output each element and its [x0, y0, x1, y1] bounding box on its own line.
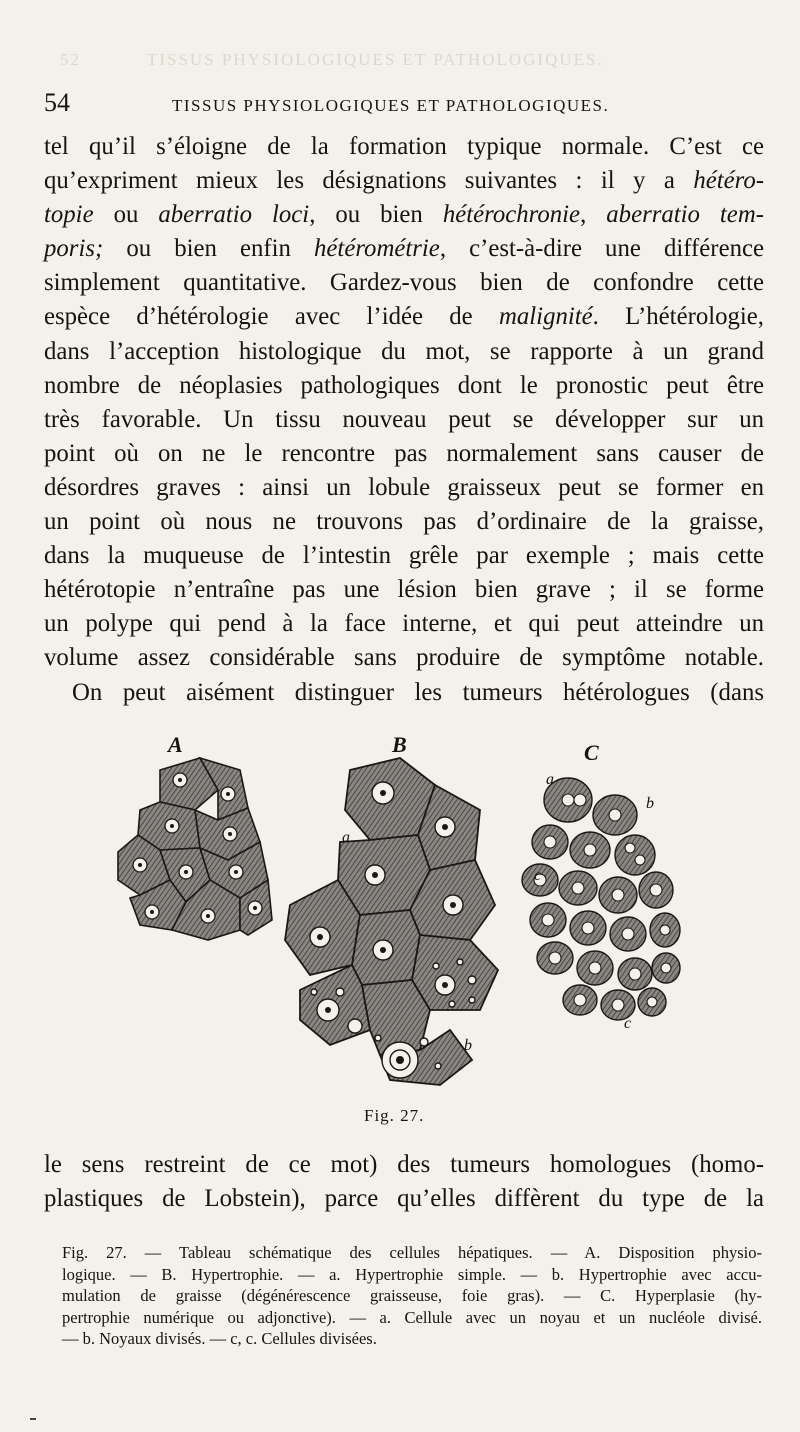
label-c-upper: C — [584, 740, 599, 765]
label-a-lower-c: a — [546, 771, 554, 788]
text-line: qu’expriment mieux les désignations suivantes : il y a hétéro- — [44, 167, 764, 195]
label-a-upper: A — [168, 732, 183, 757]
page-header — [44, 88, 764, 118]
ghost-page-number: 52 — [60, 50, 81, 69]
text-line: nombre de néoplasies pathologiques dont le pronostic peut être — [44, 371, 764, 399]
figure-27 — [100, 730, 700, 1130]
text-line: volume assez considérable sans produire de symptôme notable. — [44, 644, 764, 672]
text-line: très favorable. Un tissu nouveau peut se développer sur un — [44, 405, 764, 433]
show-through-header — [60, 50, 604, 70]
text-line: On peut aisément distinguer les tumeurs hétérologues (dans — [72, 678, 764, 706]
label-b-lower-b: b — [464, 1037, 472, 1054]
label-a-lower-b: a — [342, 829, 350, 846]
caption-line: mulation de graisse (dégénérescence graisseuse, foie gras). — C. Hyperplasie (hy- — [62, 1286, 762, 1306]
text-line: un point où nous ne trouvons pas d’ordinaire de la graisse, — [44, 508, 764, 536]
caption-line: Fig. 27. — Tableau schématique des cellules hépatiques. — A. Disposition physio- — [62, 1243, 762, 1262]
text-line: le sens restreint de ce mot) des tumeurs homologues (homo- — [44, 1151, 764, 1178]
text-line: simplement quantitative. Gardez-vous bien de confondre cette — [44, 269, 764, 297]
text-line: point où on ne le rencontre pas normalement sans causer de — [44, 439, 764, 467]
label-b-upper: B — [392, 732, 407, 757]
caption-line: logique. — B. Hypertrophie. — a. Hypertrophie simple. — b. Hypertrophie avec accu- — [62, 1264, 762, 1284]
text-line: topie ou aberratio loci, ou bien hétérochronie, aberratio tem- — [44, 201, 764, 229]
text-line: tel qu’il s’éloigne de la formation typique normale. C’est ce — [44, 133, 764, 160]
figure-caption — [62, 1242, 762, 1350]
figure-label: Fig. 27. — [364, 1106, 425, 1125]
body-text-bottom — [44, 1148, 764, 1216]
caption-line: pertrophie numérique ou adjonctive). — a. Cellule avec un noyau et un nucléole divisé. — [62, 1307, 762, 1327]
text-line: un polype qui pend à la face interne, et qui peut atteindre un — [44, 610, 764, 638]
liver-cells-illustration — [100, 730, 700, 1100]
text-line: poris; ou bien enfin hétérométrie, c’est-à-dire une différence — [44, 235, 764, 263]
text-line: espèce d’hétérologie avec l’idée de malignité. L’hétérologie, — [44, 303, 765, 331]
label-b-lower-c: b — [646, 795, 654, 812]
group-c-cells — [522, 778, 680, 1020]
label-c-lower-2: c — [624, 1015, 632, 1032]
running-title: TISSUS PHYSIOLOGIQUES ET PATHOLOGIQUES. — [172, 96, 610, 115]
text-line: plastiques de Lobstein), parce qu’elles diffèrent du type de la — [44, 1185, 764, 1213]
group-b-cells — [285, 758, 498, 1085]
page-mark — [30, 1418, 36, 1420]
group-a-cells — [118, 758, 272, 940]
ghost-running-title: TISSUS PHYSIOLOGIQUES ET PATHOLOGIQUES. — [146, 50, 604, 69]
label-c-lower-1: c — [534, 867, 542, 884]
page-number: 54 — [44, 88, 70, 117]
text-line: désordres graves : ainsi un lobule graisseux peut se former en — [44, 473, 764, 501]
text-line: dans la muqueuse de l’intestin grêle par exemple ; mais cette — [44, 542, 764, 570]
body-text-top — [44, 130, 764, 710]
caption-line: — b. Noyaux divisés. — c, c. Cellules divisées. — [62, 1329, 377, 1349]
text-line: dans l’acception histologique du mot, se rapporte à un grand — [44, 337, 764, 365]
text-line: hétérotopie n’entraîne pas une lésion bien grave ; il se forme — [44, 576, 764, 604]
